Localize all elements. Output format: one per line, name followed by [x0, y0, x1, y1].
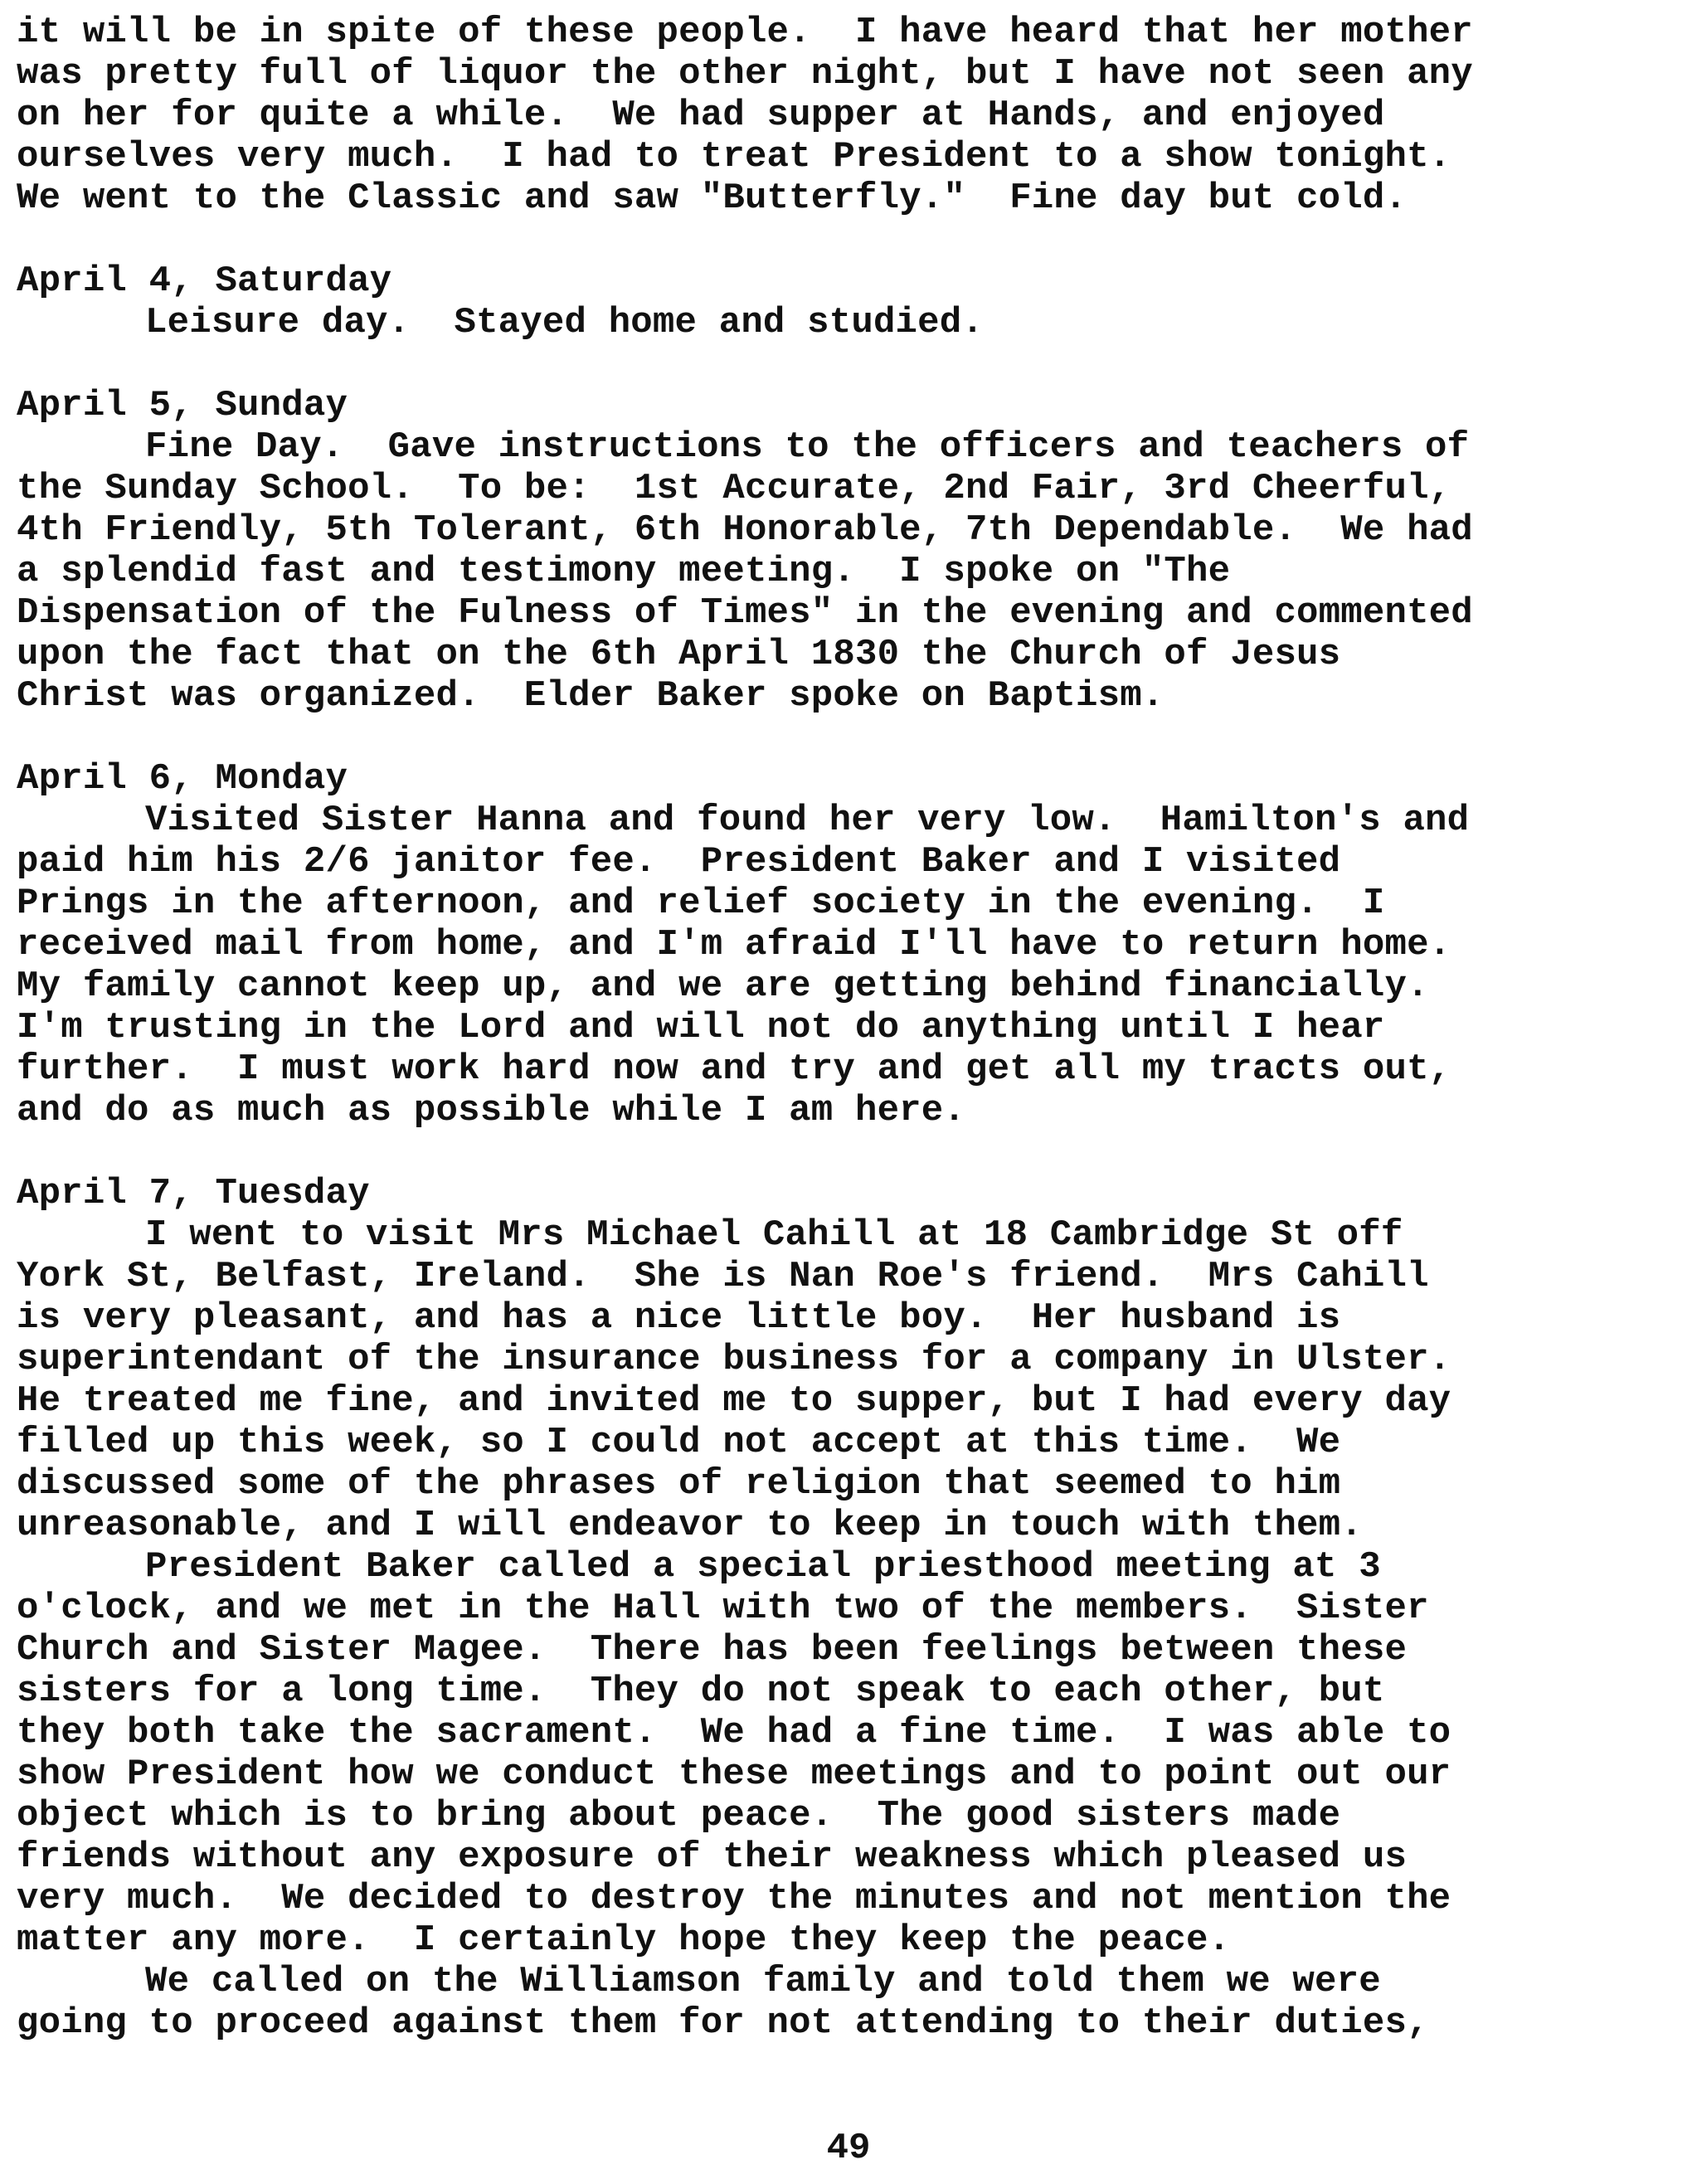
diary-entry-april-5 — [17, 385, 1684, 717]
entry-heading: April 6, Monday — [17, 758, 348, 800]
spacer — [17, 1131, 1684, 1173]
text-line: He treated me fine, and invited me to supper, but I had every day — [17, 1380, 1451, 1422]
document-page — [17, 12, 1684, 2044]
text-line: going to proceed against them for not attending to their duties, — [17, 2002, 1429, 2044]
text-line: I went to visit Mrs Michael Cahill at 18 Cambridge St off — [145, 1214, 1403, 1256]
entry-heading: April 7, Tuesday — [17, 1173, 370, 1214]
text-line: President Baker called a special priesthood meeting at 3 — [145, 1546, 1381, 1588]
text-line: I'm trusting in the Lord and will not do anything until I hear — [17, 1007, 1385, 1048]
text-line: Fine Day. Gave instructions to the officers and teachers of — [145, 426, 1470, 468]
text-line: the Sunday School. To be: 1st Accurate, 2nd Fair, 3rd Cheerful, — [17, 468, 1451, 509]
text-line: Visited Sister Hanna and found her very low. Hamilton's and — [145, 800, 1470, 841]
spacer — [17, 717, 1684, 758]
text-line: unreasonable, and I will endeavor to keep in touch with them. — [17, 1505, 1363, 1546]
text-line: We called on the Williamson family and told them we were — [145, 1961, 1381, 2002]
text-line: friends without any exposure of their weakness which pleased us — [17, 1836, 1408, 1878]
text-line: Christ was organized. Elder Baker spoke on Baptism. — [17, 675, 1165, 717]
spacer — [17, 343, 1684, 385]
diary-entry-april-4 — [17, 260, 1684, 343]
text-line: was pretty full of liquor the other night, but I have not seen any — [17, 53, 1473, 95]
text-line: My family cannot keep up, and we are getting behind financially. — [17, 966, 1429, 1007]
text-line: they both take the sacrament. We had a fine time. I was able to — [17, 1712, 1451, 1754]
text-line: sisters for a long time. They do not speak to each other, but — [17, 1671, 1385, 1712]
entry-heading: April 4, Saturday — [17, 260, 392, 302]
entry-heading: April 5, Sunday — [17, 385, 348, 426]
text-line: York St, Belfast, Ireland. She is Nan Roe's friend. Mrs Cahill — [17, 1256, 1429, 1297]
text-line: further. I must work hard now and try and get all my tracts out, — [17, 1048, 1451, 1090]
text-line: discussed some of the phrases of religion that seemed to him — [17, 1463, 1341, 1505]
text-line: Dispensation of the Fulness of Times" in the evening and commented — [17, 592, 1473, 634]
text-line: and do as much as possible while I am here. — [17, 1090, 965, 1131]
text-line: it will be in spite of these people. I have heard that her mother — [17, 12, 1473, 53]
text-line: matter any more. I certainly hope they keep the peace. — [17, 1919, 1231, 1961]
text-line: superintendant of the insurance business for a company in Ulster. — [17, 1339, 1451, 1380]
text-line: ourselves very much. I had to treat President to a show tonight. — [17, 136, 1451, 178]
text-line: upon the fact that on the 6th April 1830 the Church of Jesus — [17, 634, 1341, 675]
page-number: 49 — [826, 2128, 871, 2169]
diary-entry-april-6 — [17, 758, 1684, 1131]
text-line: Leisure day. Stayed home and studied. — [145, 302, 984, 343]
intro-paragraph — [17, 12, 1684, 219]
text-line: filled up this week, so I could not accept at this time. We — [17, 1422, 1341, 1463]
text-line: Church and Sister Magee. There has been feelings between these — [17, 1629, 1408, 1671]
text-line: on her for quite a while. We had supper at Hands, and enjoyed — [17, 95, 1385, 136]
text-line: received mail from home, and I'm afraid I'll have to return home. — [17, 924, 1451, 966]
spacer — [17, 219, 1684, 260]
text-line: We went to the Classic and saw "Butterfly." Fine day but cold. — [17, 178, 1408, 219]
text-line: paid him his 2/6 janitor fee. President Baker and I visited — [17, 841, 1341, 883]
text-line: o'clock, and we met in the Hall with two of the members. Sister — [17, 1588, 1429, 1629]
text-line: 4th Friendly, 5th Tolerant, 6th Honorable, 7th Dependable. We had — [17, 509, 1473, 551]
text-line: is very pleasant, and has a nice little boy. Her husband is — [17, 1297, 1341, 1339]
text-line: a splendid fast and testimony meeting. I spoke on "The — [17, 551, 1231, 592]
text-line: very much. We decided to destroy the minutes and not mention the — [17, 1878, 1451, 1919]
diary-entry-april-7 — [17, 1173, 1684, 2044]
text-line: Prings in the afternoon, and relief society in the evening. I — [17, 883, 1385, 924]
text-line: show President how we conduct these meetings and to point out our — [17, 1754, 1451, 1795]
text-line: object which is to bring about peace. The good sisters made — [17, 1795, 1341, 1836]
